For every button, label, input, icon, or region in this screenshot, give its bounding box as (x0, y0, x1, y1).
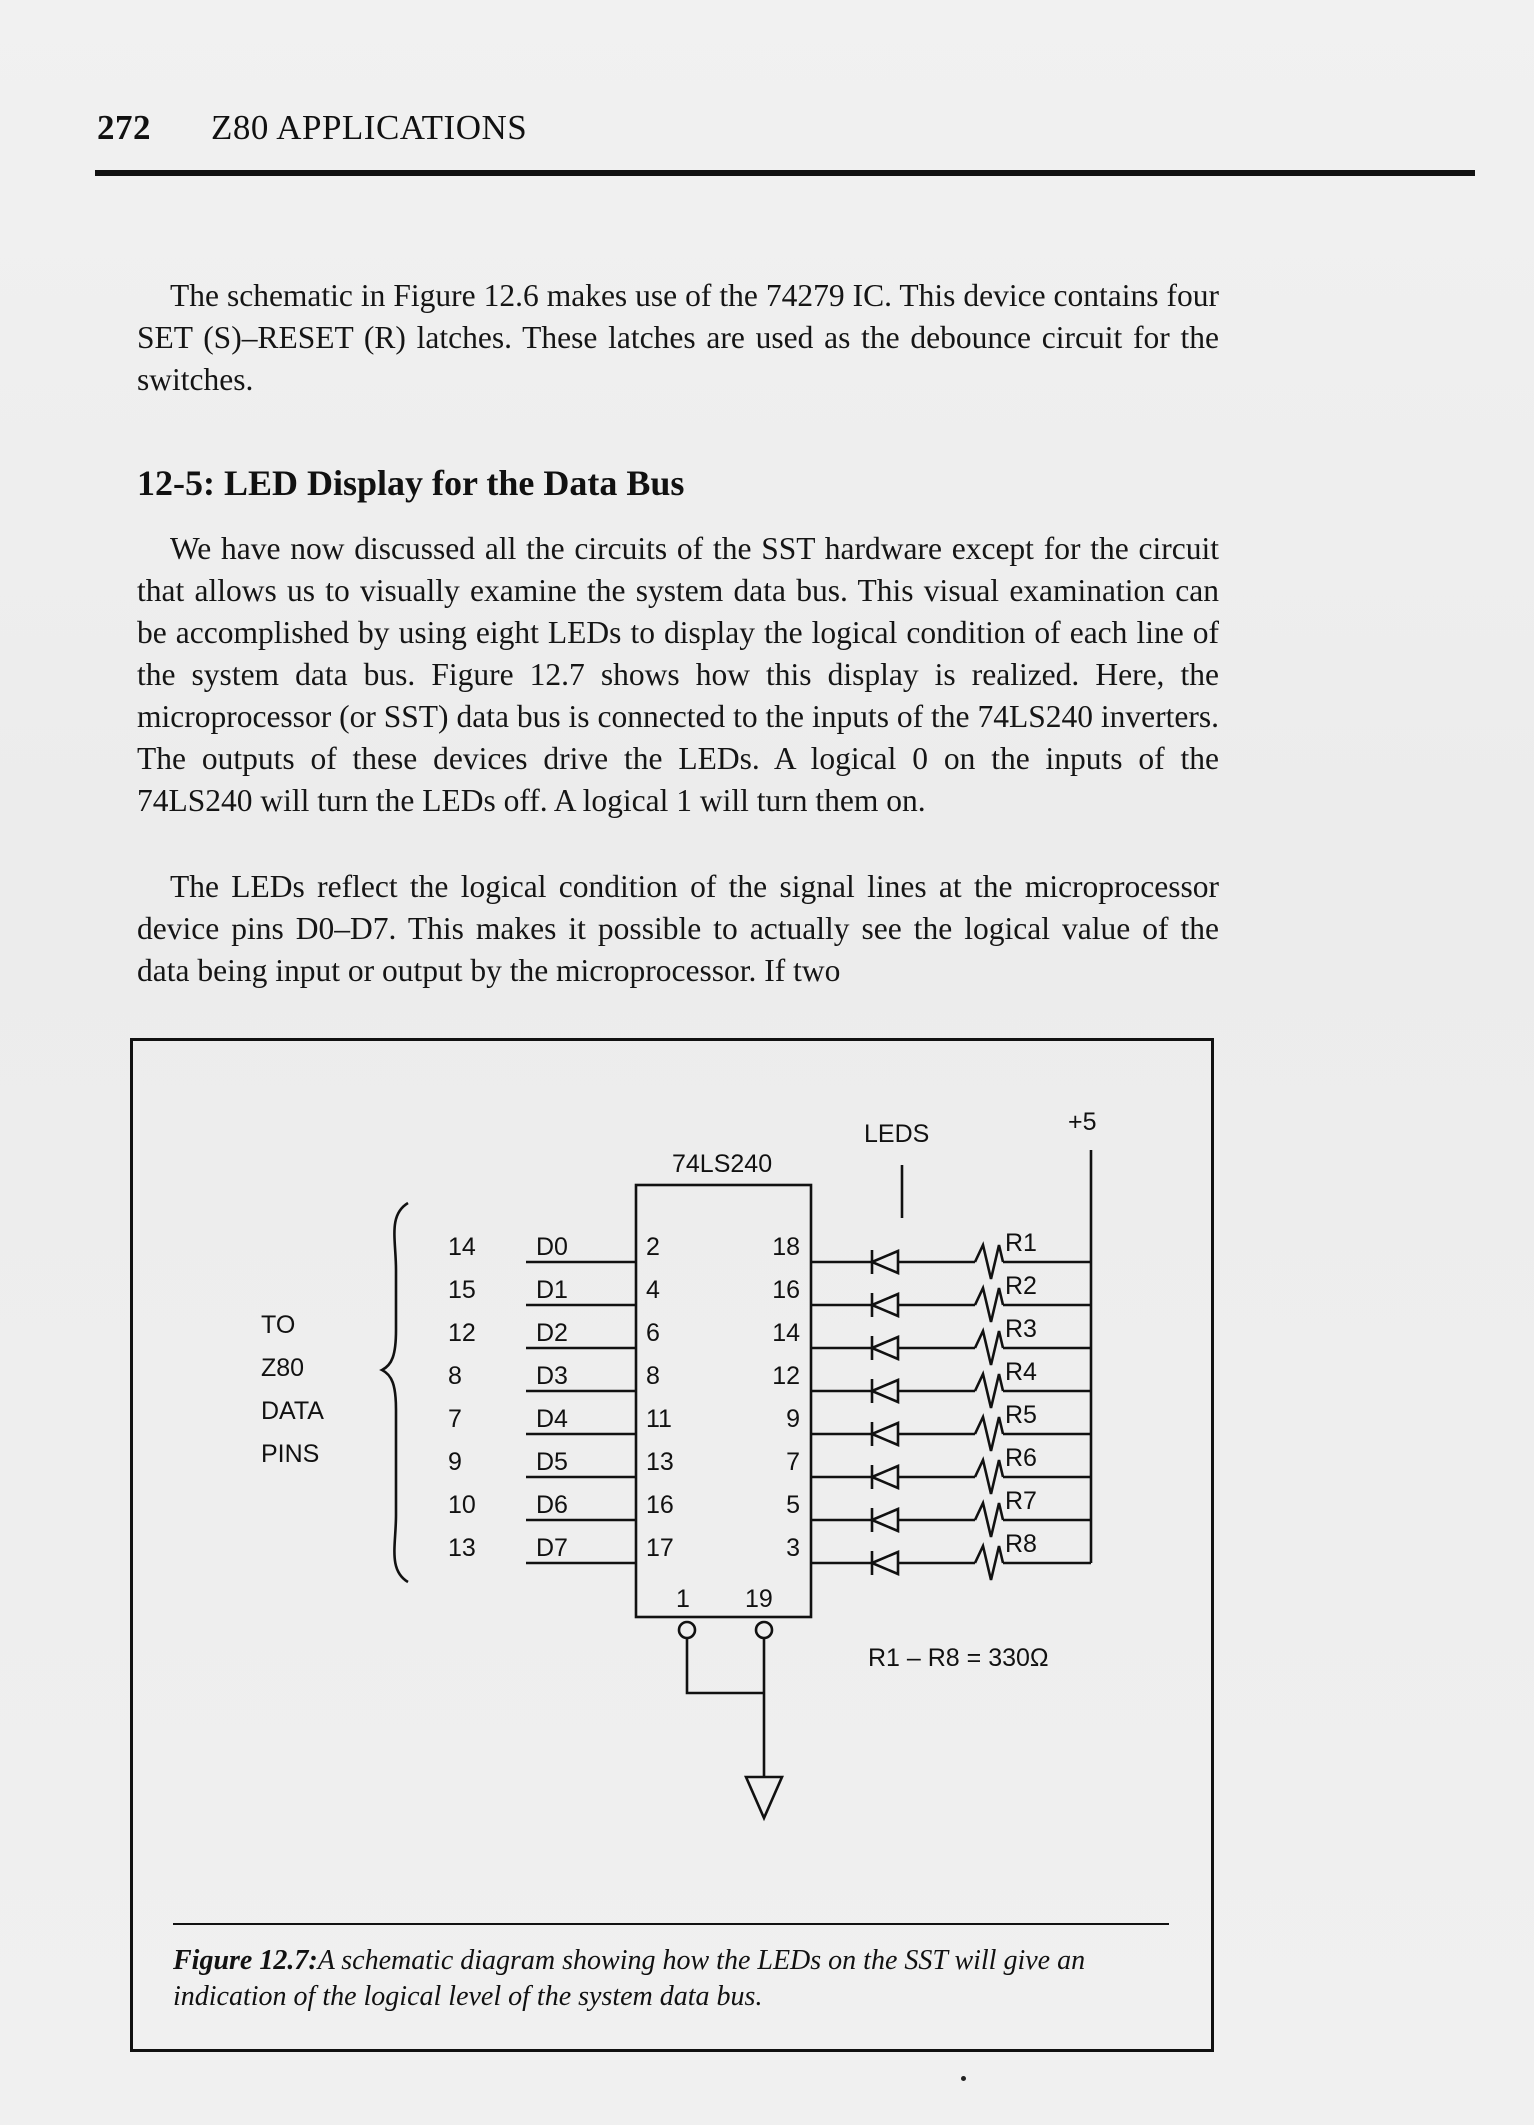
page-number: 272 (97, 108, 151, 147)
chip-in-pin-8: 17 (646, 1534, 674, 1562)
figure-caption (173, 1943, 1183, 2015)
paragraph-1: The schematic in Figure 12.6 makes use of the 74279 IC. This device contains four SET (S)–RESET (R) latches. These latches are used as the debounce circuit for the switches. (137, 278, 1219, 397)
led-2 (872, 1294, 898, 1316)
z80-pin-4: 8 (448, 1362, 462, 1390)
leds-label: LEDS (864, 1120, 930, 1148)
resistor-note: R1 – R8 = 330Ω (868, 1644, 1049, 1672)
led-7 (872, 1509, 898, 1531)
resistor-5 (975, 1417, 1003, 1451)
bus-brace (382, 1203, 408, 1582)
z80-pin-1: 14 (448, 1233, 476, 1261)
resistor-label-4: R4 (1005, 1358, 1037, 1386)
resistor-2 (975, 1288, 1003, 1322)
chip-out-pin-7: 5 (786, 1491, 800, 1519)
chip-in-pin-5: 11 (646, 1405, 672, 1433)
signal-6: D5 (536, 1448, 568, 1476)
caption-label: Figure 12.7: (173, 1945, 318, 1976)
resistor-4 (975, 1374, 1003, 1408)
chip-out-pin-6: 7 (786, 1448, 800, 1476)
caption-text: A schematic diagram showing how the LEDs on the SST will give an indication of the logical level of the system data bus. (173, 1945, 1086, 2012)
resistor-3 (975, 1331, 1003, 1365)
section-title: 12-5: LED Display for the Data Bus (137, 463, 685, 503)
chip-in-pin-3: 6 (646, 1319, 660, 1347)
signal-7: D6 (536, 1491, 568, 1519)
signal-4: D3 (536, 1362, 568, 1390)
led-6 (872, 1466, 898, 1488)
z80-pin-7: 10 (448, 1491, 476, 1519)
z80-pin-2: 15 (448, 1276, 476, 1304)
led-1 (872, 1251, 898, 1273)
resistor-label-6: R6 (1005, 1444, 1037, 1472)
chip-out-pin-3: 14 (772, 1319, 800, 1347)
enable-bubble-1 (679, 1622, 695, 1638)
led-4 (872, 1380, 898, 1402)
side-label-line-3: DATA (261, 1397, 324, 1425)
z80-pin-6: 9 (448, 1448, 462, 1476)
chip-in-pin-1: 2 (646, 1233, 660, 1261)
z80-pin-3: 12 (448, 1319, 476, 1347)
chip-in-pin-2: 4 (646, 1276, 660, 1304)
resistor-label-8: R8 (1005, 1530, 1037, 1558)
resistor-label-7: R7 (1005, 1487, 1037, 1515)
resistor-7 (975, 1503, 1003, 1537)
paragraph-2: We have now discussed all the circuits of the SST hardware except for the circuit that allows us to visually examine the system data bus. This visual examination can be accomplished by using eight LEDs to display the logical condition of each line of the system data bus. Figure 12.7 shows how this display is realized. Here, the microprocessor (or SST) data bus is connected to the inputs of the 74LS240 inverters. The outputs of these devices drive the LEDs. A logical 0 on the inputs of the 74LS240 will turn the LEDs off. A logical 1 will turn them on. (137, 531, 1219, 818)
z80-pin-5: 7 (448, 1405, 462, 1433)
enable-wire (687, 1638, 764, 1693)
chip-in-pin-4: 8 (646, 1362, 660, 1390)
signal-8: D7 (536, 1534, 568, 1562)
signal-3: D2 (536, 1319, 568, 1347)
led-8 (872, 1552, 898, 1574)
resistor-label-5: R5 (1005, 1401, 1037, 1429)
resistor-label-1: R1 (1005, 1229, 1037, 1257)
chip-label: 74LS240 (672, 1150, 773, 1178)
enable-bubble-19 (756, 1622, 772, 1638)
chip-out-pin-4: 12 (772, 1362, 800, 1390)
signal-2: D1 (536, 1276, 568, 1304)
enable-pin-19: 19 (745, 1585, 773, 1613)
side-label-line-1: TO (261, 1311, 296, 1339)
chip-out-pin-1: 18 (772, 1233, 800, 1261)
chip-out-pin-5: 9 (786, 1405, 800, 1433)
supply-label: +5 (1068, 1108, 1097, 1136)
resistor-6 (975, 1460, 1003, 1494)
signal-5: D4 (536, 1405, 568, 1433)
z80-pin-8: 13 (448, 1534, 476, 1562)
side-label-line-2: Z80 (261, 1354, 305, 1382)
chip-out-pin-2: 16 (772, 1276, 800, 1304)
caption-rule (173, 1923, 1169, 1925)
side-label-line-4: PINS (261, 1440, 320, 1468)
chip-in-pin-6: 13 (646, 1448, 674, 1476)
resistor-label-2: R2 (1005, 1272, 1037, 1300)
enable-pin-1: 1 (676, 1585, 690, 1613)
chip-out-pin-8: 3 (786, 1534, 800, 1562)
running-title: Z80 APPLICATIONS (211, 108, 528, 147)
led-3 (872, 1337, 898, 1359)
page-speck (961, 2076, 966, 2081)
led-5 (872, 1423, 898, 1445)
paragraph-3: The LEDs reflect the logical condition of the signal lines at the microprocessor device pins D0–D7. This makes it possible to actually see the logical value of the data being input or output by the microprocessor. If two (137, 869, 1219, 988)
resistor-8 (975, 1546, 1003, 1580)
resistor-1 (975, 1245, 1003, 1279)
chip-in-pin-7: 16 (646, 1491, 674, 1519)
signal-1: D0 (536, 1233, 568, 1261)
ground-symbol (746, 1777, 782, 1818)
resistor-label-3: R3 (1005, 1315, 1037, 1343)
